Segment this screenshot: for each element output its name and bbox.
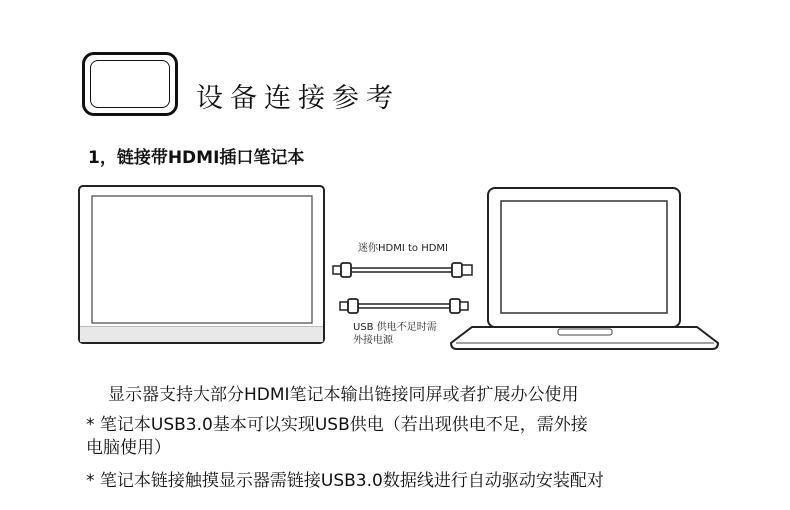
laptop-illustration — [451, 188, 718, 349]
usb-power-note-line2: 电脑使用） — [86, 438, 171, 458]
usb-power-note-line1: * 笔记本USB3.0基本可以实现USB供电（若出现供电不足，需外接 — [86, 415, 588, 435]
usb-cable-label-line1: USB 供电不足时需 — [353, 322, 437, 333]
portable-monitor-illustration — [79, 186, 324, 343]
touch-monitor-note: * 笔记本链接触摸显示器需链接USB3.0数据线进行自动驱动安装配对 — [86, 471, 604, 491]
page-title: 设备连接参考 — [196, 83, 400, 114]
hdmi-cable-label: 迷你HDMI to HDMI — [358, 243, 448, 254]
mini-hdmi-cable-illustration — [333, 263, 472, 277]
usb-cable-illustration — [340, 299, 468, 313]
usb-cable-label-line2: 外接电源 — [353, 335, 393, 346]
support-description: 显示器支持大部分HDMI笔记本输出链接同屏或者扩展办公使用 — [108, 385, 579, 405]
section-heading: 1，链接带HDMI插口笔记本 — [88, 148, 305, 168]
usb-cable-label — [353, 321, 473, 347]
usb-power-note — [86, 414, 726, 460]
